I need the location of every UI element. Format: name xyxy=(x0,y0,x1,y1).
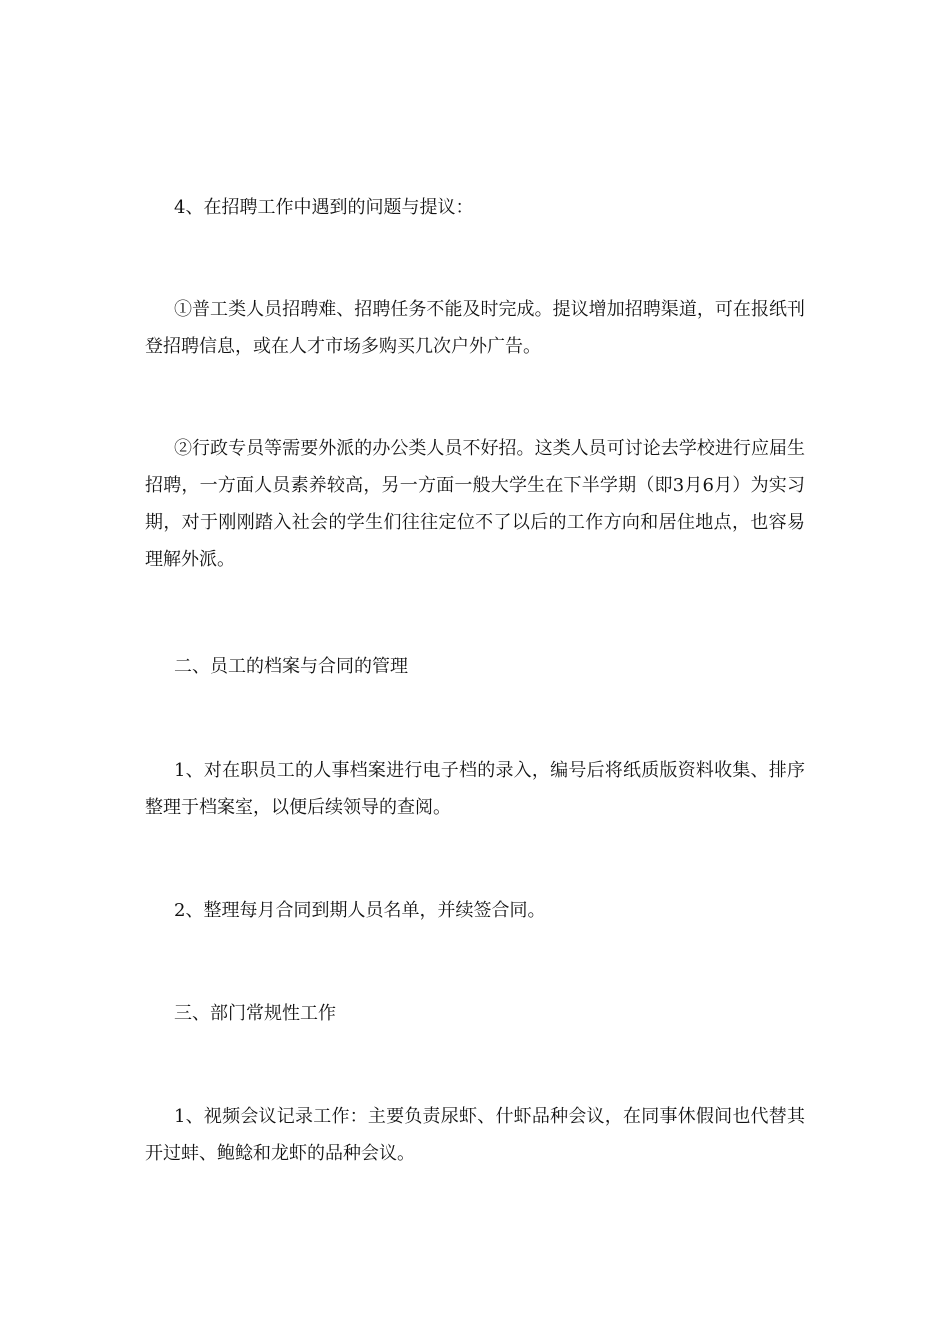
paragraph-contract-renewal: 2、整理每月合同到期人员名单，并续签合同。 xyxy=(174,900,546,921)
paragraph-personnel-archives: 1、对在职员工的人事档案进行电子档的录入，编号后将纸质版资料收集、排序整理于档案室，以便后续领导的查阅。 xyxy=(145,760,805,818)
section-heading-archives-contracts: 二、员工的档案与合同的管理 xyxy=(174,656,408,677)
paragraph-video-meeting-records: 1、视频会议记录工作：主要负责尿虾、什虾品种会议，在同事休假间也代替其开过蚌、鲍鲶和龙虾的品种会议。 xyxy=(145,1106,805,1164)
heading-recruitment-issues: 4、在招聘工作中遇到的问题与提议： xyxy=(174,197,474,218)
paragraph-general-worker-recruitment: ①普工类人员招聘难、招聘任务不能及时完成。提议增加招聘渠道，可在报纸刊登招聘信息，或在人才市场多购买几次户外广告。 xyxy=(145,299,805,357)
paragraph-admin-staff-recruitment: ②行政专员等需要外派的办公类人员不好招。这类人员可讨论去学校进行应届生招聘，一方面人员素养较高，另一方面一般大学生在下半学期（即3月6月）为实习期，对于刚刚踏入社会的学生们往往定位不了以后的工作方向和居住地点，也容易理解外派。 xyxy=(145,438,805,570)
section-heading-routine-work: 三、部门常规性工作 xyxy=(174,1003,336,1024)
